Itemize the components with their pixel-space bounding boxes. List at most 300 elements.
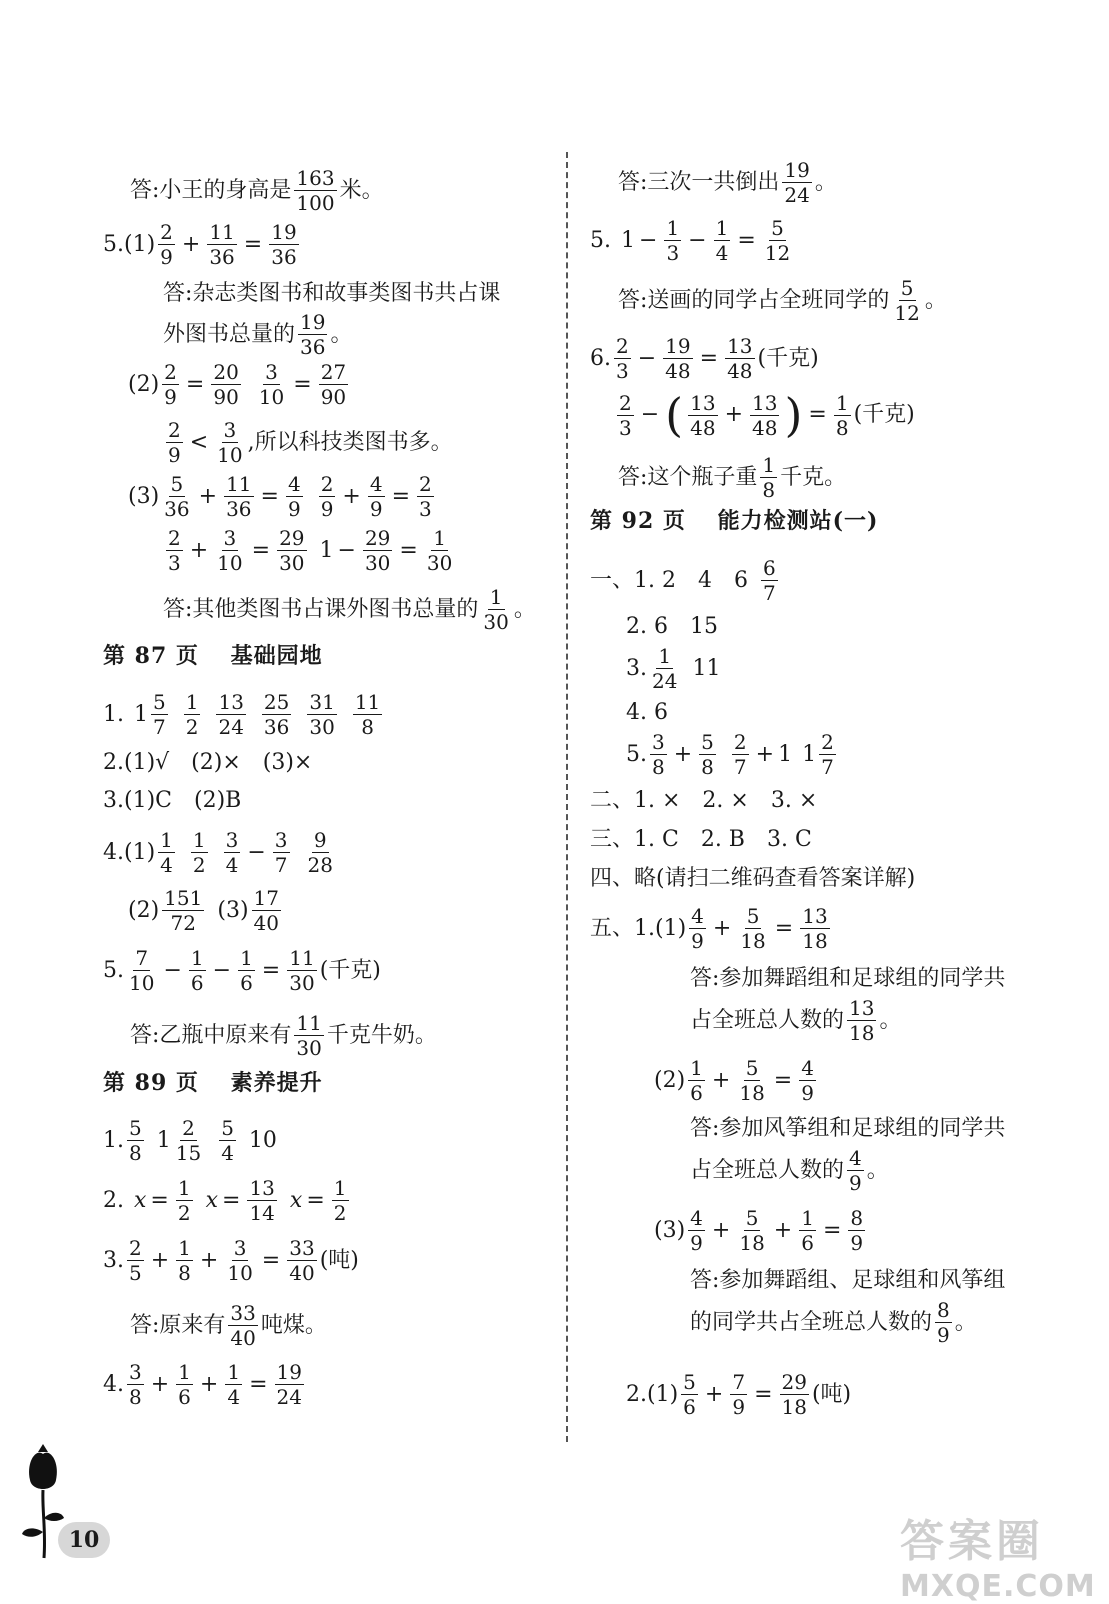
numerator: 7 [135,946,149,970]
numerator: 3 [223,418,237,442]
text-span: = [261,957,281,983]
numerator: 2 [182,1116,195,1140]
text-span: (吨) [319,1247,359,1273]
text-span: + [150,1371,170,1397]
text-span: = [737,227,756,253]
denominator: 8 [129,1141,142,1165]
text-span: = [399,537,418,563]
denominator: 4 [225,853,239,877]
numerator: 2 [616,334,629,358]
fraction [228,1303,257,1348]
denominator: 9 [849,1171,862,1195]
numerator: 2 [164,360,177,384]
denominator: 3 [168,551,181,575]
fraction [184,692,201,737]
text-span: + [673,741,693,767]
denominator: 12 [894,301,920,325]
left-line-18 [103,1178,352,1223]
fraction [298,312,327,357]
fraction [737,1208,766,1253]
fraction [650,732,667,777]
numerator: 3 [225,828,239,852]
fraction [166,528,183,573]
fraction [151,692,168,737]
numerator: 8 [850,1206,864,1230]
numerator: 1 [433,526,446,550]
right-line-17 [690,998,901,1043]
fraction [189,948,206,993]
text-span: = [293,371,312,397]
denominator: 40 [289,1261,315,1285]
denominator: 4 [227,1385,241,1409]
fraction [127,1238,144,1283]
denominator: 7 [733,755,747,779]
right-line-12 [590,790,817,812]
text-span: 第 89 页 素养提升 [103,1070,323,1096]
fraction [287,948,316,993]
numerator: 3 [129,1360,142,1384]
denominator: 90 [320,385,347,409]
text-span: 答:参加舞蹈组、足球组和风筝组 [690,1268,1006,1293]
text-span: = [150,1187,169,1213]
denominator: 3 [666,241,680,265]
right-line-24 [626,1372,851,1417]
text-span: = [754,1381,773,1407]
fraction [425,528,454,573]
numerator: 9 [313,828,327,852]
denominator: 36 [226,497,252,521]
fraction [332,1178,349,1223]
text-span: = [822,1217,842,1243]
fraction [127,948,156,993]
numerator: 1 [177,1176,191,1200]
numerator: 4 [849,1146,862,1170]
fraction [127,1118,144,1163]
denominator: 36 [300,335,326,359]
left-line-1 [130,168,384,213]
text-span: = [243,231,263,257]
numerator: 1 [801,1206,814,1230]
numerator: 3 [274,828,288,852]
left-line-12 [103,790,241,812]
denominator: 6 [190,971,204,995]
text-span: + [711,1217,731,1243]
text-span: 的同学共占全班总人数的 [690,1309,933,1335]
denominator: 6 [683,1395,696,1419]
left-line-3 [163,283,500,305]
left-line-4 [163,312,352,357]
fraction [732,732,749,777]
text-span: = [260,483,279,509]
text-span: ) [784,388,803,442]
numerator: 5 [745,1056,759,1080]
left-line-2 [103,222,302,267]
denominator: 9 [168,443,181,467]
fraction [714,218,731,263]
numerator: 5 [745,1206,759,1230]
text-span: 答:三次一共倒出 [618,169,780,195]
text-span: (千克) [853,402,915,427]
numerator: 13 [690,390,716,415]
fraction [162,362,179,407]
fraction [211,362,240,407]
text-span: = [185,371,205,397]
fraction [760,455,777,500]
fraction [935,1300,952,1345]
fraction [892,278,921,323]
text-span: 。 [866,1157,889,1183]
text-span: = [249,1371,268,1397]
fraction [215,420,244,465]
numerator: 11 [289,946,315,970]
numerator: 3 [223,526,237,550]
denominator: 48 [665,359,691,383]
denominator: 3 [619,415,632,440]
text-span: = [391,483,411,509]
text-span: − [247,839,266,865]
section-heading-p92 [590,510,878,532]
numerator: 13 [849,996,875,1020]
denominator: 10 [217,551,243,575]
numerator: 11 [226,472,252,496]
denominator: 6 [690,1081,703,1105]
fraction [819,732,836,777]
fraction [224,474,253,519]
numerator: 4 [690,1206,703,1230]
numerator: 5 [683,1370,696,1394]
text-span: 答:杂志类图书和故事类图书共占课 [163,281,501,306]
fraction [158,830,175,875]
fraction [176,1178,193,1223]
numerator: 1 [190,946,204,970]
numerator: 151 [164,886,203,910]
denominator: 6 [178,1385,191,1409]
fraction [225,1238,254,1283]
text-span: (2) [128,371,160,397]
left-line-15 [103,948,381,993]
numerator: 19 [300,310,326,334]
fraction [730,1372,747,1417]
numerator: 6 [762,556,776,580]
text-span: − [637,345,657,371]
text-span: 。 [330,321,353,347]
left-line-20 [130,1303,327,1348]
right-line-11 [626,732,839,777]
denominator: 18 [739,1231,765,1255]
fraction [257,362,286,407]
text-span: + [150,1247,170,1273]
text-span: (3) [217,897,249,923]
numerator: 5 [746,904,760,928]
fraction [273,830,290,875]
numerator: 2 [733,730,747,754]
section-heading-p87 [103,645,323,667]
fraction [688,1058,705,1103]
denominator: 10 [217,443,243,467]
numerator: 4 [801,1056,814,1080]
numerator: 19 [665,334,691,358]
denominator: 4 [160,853,173,877]
text-span: 答:乙瓶中原来有 [130,1022,292,1048]
text-span: 1 [778,741,793,767]
text-span: = [773,1067,793,1093]
fraction [847,998,876,1043]
text-span: − [163,957,182,983]
numerator: 20 [213,360,239,384]
fraction [782,160,811,205]
numerator: 5 [701,730,714,754]
numerator: 13 [802,904,828,928]
right-line-5 [614,388,915,442]
fraction [847,1148,864,1193]
fraction [176,1362,193,1407]
denominator: 9 [164,385,177,409]
denominator: 2 [185,715,199,739]
numerator: 11 [296,1011,322,1035]
fraction [650,646,679,691]
fraction [306,830,335,875]
text-span: − [337,537,356,563]
denominator: 36 [209,245,235,269]
text-span: 6. [590,345,611,371]
numerator: 5 [129,1116,142,1140]
text-span: 3. [626,655,647,681]
fraction [688,1208,705,1253]
fraction [286,474,303,519]
text-span: 1 [156,1127,171,1153]
text-span: 1. [103,701,124,727]
denominator: 2 [333,1201,347,1225]
text-span: + [711,1067,731,1093]
fraction [247,1178,276,1223]
text-span: = [222,1187,241,1213]
text-span: 五、1.(1) [590,915,687,941]
numerator: 3 [265,360,278,384]
text-span: 二、1. × 2. × 3. × [590,788,818,813]
fraction [780,1372,809,1417]
text-span: (3) [654,1217,686,1243]
right-line-2 [590,218,795,263]
numerator: 1 [690,1056,703,1080]
denominator: 30 [296,1036,322,1060]
numerator: 1 [489,585,503,609]
text-span: 。 [879,1007,902,1033]
fraction [417,474,434,519]
denominator: 24 [276,1385,302,1409]
denominator: 72 [170,911,196,935]
text-span: (3) [128,483,160,509]
numerator: 5 [771,216,784,240]
right-line-3 [618,278,947,323]
fraction [614,336,631,381]
numerator: 2 [168,418,181,442]
left-line-10 [103,692,385,737]
fraction [699,732,716,777]
right-line-8 [626,616,718,638]
numerator: 19 [276,1360,302,1384]
fraction [750,390,779,440]
numerator: 11 [209,220,235,244]
right-line-13 [590,829,812,851]
numerator: 2 [320,472,334,496]
denominator: 30 [483,610,509,634]
text-span: 10 [248,1127,277,1153]
text-span: 2. 6 15 [626,614,718,639]
numerator: 31 [309,690,335,714]
fraction [207,222,236,267]
fraction [363,528,392,573]
denominator: 7 [153,715,166,739]
text-span: 。 [954,1309,977,1335]
denominator: 18 [781,1395,807,1419]
numerator: 2 [619,390,632,415]
text-span: ( [665,388,684,442]
text-span: 。 [814,169,837,195]
right-line-9 [626,646,720,691]
numerator: 1 [835,390,849,415]
text-span: ,所以科技类图书多。 [247,429,453,455]
text-span: = [808,402,827,427]
fraction [238,948,255,993]
text-span: 1. [103,1127,124,1153]
text-span: 5. [626,741,647,767]
right-line-22 [690,1270,1005,1292]
denominator: 90 [213,385,239,409]
left-line-16 [130,1013,437,1058]
text-span: 答:原来有 [130,1312,226,1338]
right-line-10 [626,702,668,724]
numerator: 27 [320,360,347,384]
page-number: 10 [58,1522,110,1558]
right-line-15 [590,906,833,951]
denominator: 8 [178,1261,191,1285]
denominator: 8 [762,478,776,502]
fraction [689,906,706,951]
denominator: 36 [271,245,297,269]
denominator: 3 [419,497,432,521]
denominator: 7 [821,755,834,779]
text-span: + [712,915,732,941]
text-span: x [134,1187,147,1213]
text-span: 米。 [339,177,384,203]
denominator: 8 [652,755,665,779]
text-span: 答:参加舞蹈组和足球组的同学共 [690,966,1006,991]
left-line-19 [103,1238,359,1283]
fraction [481,587,510,632]
denominator: 9 [287,497,301,521]
numerator: 3 [652,730,665,754]
numerator: 13 [727,334,753,358]
left-line-9 [163,587,536,632]
numerator: 13 [249,1176,275,1200]
text-span: (千克) [319,957,381,983]
numerator: 1 [240,946,253,970]
denominator: 9 [691,929,704,953]
numerator: 7 [732,1370,746,1394]
denominator: 9 [801,1081,814,1105]
numerator: 2 [160,220,173,244]
fraction [617,390,634,440]
denominator: 30 [279,551,305,575]
text-span: − [688,227,707,253]
fraction [216,692,245,737]
fraction [219,1118,236,1163]
fraction [277,528,306,573]
fraction [191,830,208,875]
text-span: 5. [103,957,124,983]
text-span: = [306,1187,325,1213]
fraction [725,336,754,381]
denominator: 24 [784,183,810,207]
denominator: 10 [129,971,155,995]
numerator: 8 [937,1298,950,1322]
text-span: x [205,1187,219,1213]
denominator: 8 [835,415,849,440]
section-heading-p89 [103,1072,323,1094]
denominator: 2 [177,1201,191,1225]
fraction [319,362,348,407]
denominator: 36 [164,497,190,521]
numerator: 1 [160,828,173,852]
text-span: + [199,1247,219,1273]
left-line-14 [128,888,284,933]
fraction [162,474,191,519]
denominator: 4 [221,1141,234,1165]
denominator: 18 [739,1081,765,1105]
fraction [294,168,336,213]
fraction [275,1362,304,1407]
left-line-6 [163,420,453,465]
denominator: 30 [309,715,335,739]
fraction [269,222,298,267]
numerator: 1 [715,216,729,240]
text-span: 第 87 页 基础园地 [103,643,323,669]
text-span: 三、1. C 2. B 3. C [590,827,812,852]
text-span: 11 [692,655,721,681]
text-span: − [640,402,660,427]
text-span: = [261,1247,281,1273]
fraction [737,1058,766,1103]
denominator: 30 [289,971,315,995]
text-span: + [773,1217,793,1243]
text-span: x [289,1187,303,1213]
text-span: 四、略(请扫二维码查看答案详解) [590,866,916,891]
text-span: 。 [513,596,536,622]
text-span: + [755,741,775,767]
text-span: + [198,483,218,509]
numerator: 1 [192,828,206,852]
numerator: 1 [185,690,199,714]
numerator: 11 [354,690,381,714]
text-span: 占全班总人数的 [690,1007,845,1033]
left-line-17 [103,1118,277,1163]
denominator: 100 [296,191,335,215]
numerator: 29 [279,526,305,550]
text-span: 吨煤。 [260,1312,327,1338]
right-line-4 [590,336,819,381]
denominator: 24 [218,715,244,739]
fraction [800,906,829,951]
fraction [162,888,204,933]
fraction [158,222,175,267]
denominator: 28 [307,853,333,877]
text-span: 1 [319,537,334,563]
text-span: 1 [802,741,817,767]
denominator: 9 [369,497,383,521]
denominator: 12 [764,241,791,265]
text-span: 3.(1)C (2)B [103,788,242,813]
denominator: 6 [240,971,253,995]
